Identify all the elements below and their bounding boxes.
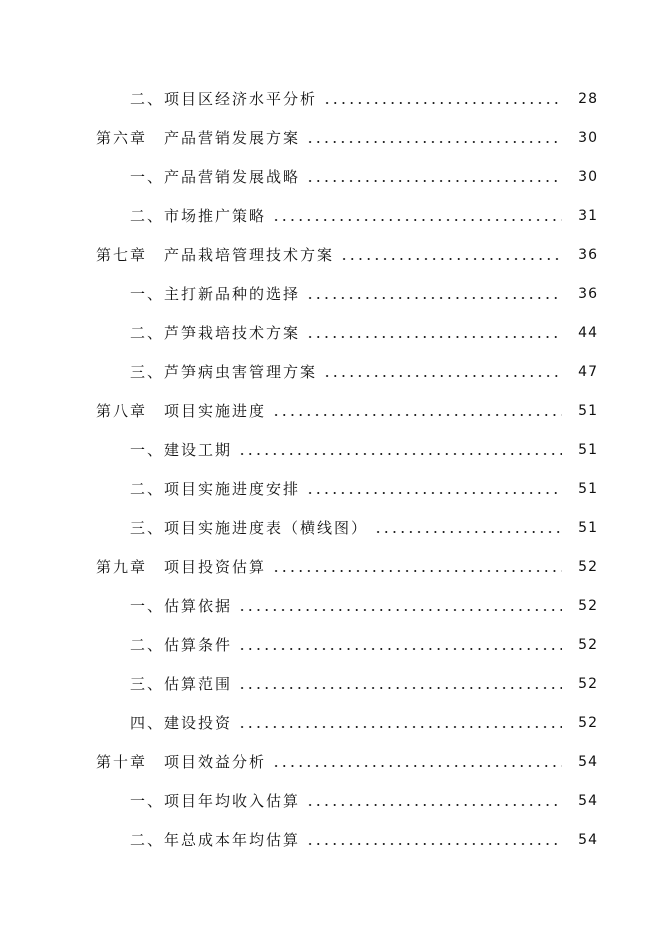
toc-entry-page-number: 52 xyxy=(578,636,598,653)
dot-leader xyxy=(272,570,562,572)
toc-section-entry[interactable] xyxy=(0,469,662,508)
toc-entry-title: 二、项目区经济水平分析 xyxy=(130,90,318,108)
toc-entry-title: 三、项目实施进度表（横线图） xyxy=(130,519,369,537)
toc-section-entry[interactable] xyxy=(0,508,662,547)
toc-section-entry[interactable] xyxy=(0,352,662,391)
toc-entry-page-number: 54 xyxy=(578,831,598,848)
dot-leader xyxy=(238,648,562,650)
toc-entry-title: 二、市场推广策略 xyxy=(130,207,267,225)
toc-entry-title: 四、建设投资 xyxy=(130,714,233,732)
toc-entry-page-number: 36 xyxy=(578,285,598,302)
toc-section-entry[interactable] xyxy=(0,820,662,859)
dot-leader xyxy=(238,726,562,728)
toc-entry-title: 二、芦笋栽培技术方案 xyxy=(130,324,301,342)
dot-leader xyxy=(374,531,562,533)
dot-leader xyxy=(238,609,562,611)
toc-entry-title: 第六章 产品营销发展方案 xyxy=(96,129,301,147)
dot-leader xyxy=(272,765,562,767)
toc-section-entry[interactable] xyxy=(0,313,662,352)
dot-leader xyxy=(323,375,562,377)
toc-entry-page-number: 51 xyxy=(578,480,598,497)
toc-entry-title: 一、项目年均收入估算 xyxy=(130,792,301,810)
toc-entry-page-number: 52 xyxy=(578,675,598,692)
toc-section-entry[interactable] xyxy=(0,625,662,664)
toc-entry-title: 第七章 产品栽培管理技术方案 xyxy=(96,246,335,264)
toc-entry-title: 一、估算依据 xyxy=(130,597,233,615)
toc-entry-page-number: 51 xyxy=(578,402,598,419)
toc-chapter-entry[interactable] xyxy=(0,742,662,781)
toc-chapter-entry[interactable] xyxy=(0,118,662,157)
toc-entry-page-number: 28 xyxy=(578,90,598,107)
dot-leader xyxy=(306,843,562,845)
dot-leader xyxy=(306,804,562,806)
toc-entry-page-number: 47 xyxy=(578,363,598,380)
toc-section-entry[interactable] xyxy=(0,703,662,742)
toc-entry-title: 第十章 项目效益分析 xyxy=(96,753,267,771)
toc-entry-title: 一、产品营销发展战略 xyxy=(130,168,301,186)
dot-leader xyxy=(306,141,562,143)
toc-chapter-entry[interactable] xyxy=(0,547,662,586)
dot-leader xyxy=(306,336,562,338)
toc-entry-page-number: 52 xyxy=(578,714,598,731)
toc-entry-title: 一、建设工期 xyxy=(130,441,233,459)
toc-entry-title: 第八章 项目实施进度 xyxy=(96,402,267,420)
toc-section-entry[interactable] xyxy=(0,157,662,196)
toc-entry-title: 三、估算范围 xyxy=(130,675,233,693)
dot-leader xyxy=(306,492,562,494)
toc-section-entry[interactable] xyxy=(0,664,662,703)
toc-entry-page-number: 44 xyxy=(578,324,598,341)
toc-entry-page-number: 31 xyxy=(578,207,598,224)
toc-entry-title: 三、芦笋病虫害管理方案 xyxy=(130,363,318,381)
toc-entry-title: 二、年总成本年均估算 xyxy=(130,831,301,849)
toc-entry-page-number: 52 xyxy=(578,558,598,575)
toc-section-entry[interactable] xyxy=(0,430,662,469)
toc-section-entry[interactable] xyxy=(0,79,662,118)
dot-leader xyxy=(306,180,562,182)
dot-leader xyxy=(238,687,562,689)
toc-entry-title: 二、估算条件 xyxy=(130,636,233,654)
dot-leader xyxy=(272,219,562,221)
toc-entry-page-number: 54 xyxy=(578,792,598,809)
dot-leader xyxy=(306,297,562,299)
dot-leader xyxy=(272,414,562,416)
toc-section-entry[interactable] xyxy=(0,781,662,820)
toc-entry-page-number: 51 xyxy=(578,441,598,458)
table-of-contents xyxy=(0,79,662,859)
toc-section-entry[interactable] xyxy=(0,586,662,625)
toc-entry-page-number: 30 xyxy=(578,129,598,146)
toc-entry-page-number: 52 xyxy=(578,597,598,614)
toc-entry-title: 二、项目实施进度安排 xyxy=(130,480,301,498)
toc-chapter-entry[interactable] xyxy=(0,391,662,430)
toc-entry-page-number: 36 xyxy=(578,246,598,263)
toc-entry-page-number: 30 xyxy=(578,168,598,185)
dot-leader xyxy=(340,258,562,260)
toc-entry-title: 第九章 项目投资估算 xyxy=(96,558,267,576)
toc-section-entry[interactable] xyxy=(0,274,662,313)
toc-section-entry[interactable] xyxy=(0,196,662,235)
dot-leader xyxy=(238,453,562,455)
dot-leader xyxy=(323,102,562,104)
toc-entry-page-number: 51 xyxy=(578,519,598,536)
toc-entry-page-number: 54 xyxy=(578,753,598,770)
toc-chapter-entry[interactable] xyxy=(0,235,662,274)
toc-entry-title: 一、主打新品种的选择 xyxy=(130,285,301,303)
